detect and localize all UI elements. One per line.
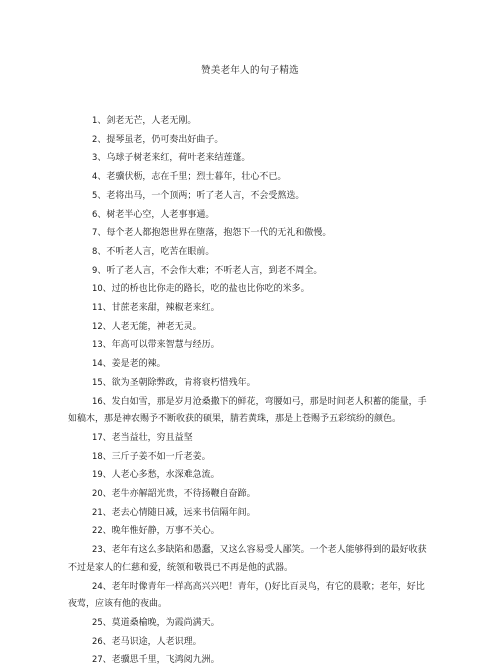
list-item — [92, 262, 452, 281]
item-number: 2 — [92, 133, 98, 144]
item-text: 、老去心情随日减，远来书信隔年间。 — [102, 507, 256, 518]
list-item — [92, 448, 452, 467]
item-text: 、每个老人都抱怨世界在堕落，抱怨下一代的无礼和傲慢。 — [97, 228, 332, 239]
item-text: 、人老心多愁，水深难急流。 — [102, 470, 220, 481]
item-text: 、三斤子姜不如一斤老姜。 — [102, 451, 211, 462]
item-text: 、树老半心空，人老事事通。 — [97, 209, 215, 220]
document-title: 赞美老年人的句子精选 — [200, 65, 299, 76]
item-number: 12 — [92, 320, 103, 331]
item-text: 、提琴虽老，仍可奏出好曲子。 — [97, 134, 224, 145]
list-item — [92, 485, 452, 504]
item-number: 17 — [92, 431, 103, 442]
item-number: 7 — [92, 227, 98, 238]
item-text-continuation: 不过是家人的仁慈和爱，统领和敬畏已不再是他的武器。 — [68, 562, 294, 573]
item-text: 、甘蔗老来甜，辣椒老来红。 — [102, 303, 220, 314]
item-text: 、晚年惟好静，万事不关心。 — [102, 526, 220, 537]
item-text: 、人老无能，神老无灵。 — [102, 321, 202, 332]
item-number: 4 — [92, 171, 98, 182]
list-item — [92, 149, 452, 168]
list-item — [68, 578, 452, 614]
list-item — [92, 374, 452, 393]
list-item — [92, 651, 452, 670]
list-item — [92, 280, 452, 299]
list-item — [92, 633, 452, 652]
item-number: 13 — [92, 339, 103, 350]
item-number: 27 — [92, 654, 103, 665]
list-item — [92, 429, 452, 448]
item-text: 、过的桥也比你走的路长，吃的盐也比你吃的米多。 — [102, 284, 310, 295]
list-item — [92, 206, 452, 225]
list-item — [92, 168, 452, 187]
list-item — [92, 355, 452, 374]
item-number: 8 — [92, 245, 98, 256]
list-item — [92, 466, 452, 485]
item-text: 、老牛亦解韶光贵，不待扬鞭自奋蹄。 — [102, 489, 256, 500]
list-item — [92, 614, 452, 633]
item-text: 、老马识途，人老识理。 — [102, 636, 202, 647]
item-text: 、莫道桑榆晚，为霞尚满天。 — [102, 617, 220, 628]
item-number: 9 — [92, 264, 98, 275]
list-item — [92, 187, 452, 206]
list-item — [92, 243, 452, 262]
item-number: 20 — [92, 488, 103, 499]
list-item — [92, 224, 452, 243]
list-item — [92, 522, 452, 541]
item-number: 21 — [92, 506, 103, 517]
quote-list — [68, 112, 452, 670]
item-number: 5 — [92, 189, 98, 200]
item-text: 、发白如雪，那是岁月沧桑撒下的鲜花，弯腰如弓，那是时间老人积蓄的能量，手 — [102, 396, 427, 407]
item-text-continuation: 如稿木，那是神农赐予不断收获的硕果，腈若黄珠，那是上苍赐予五彩缤纷的颜色。 — [68, 414, 402, 425]
item-number: 22 — [92, 525, 103, 536]
item-number: 25 — [92, 616, 103, 627]
item-text: 、不听老人言，吃苦在眼前。 — [97, 246, 215, 257]
item-number: 11 — [92, 302, 103, 313]
item-text: 、姜是老的辣。 — [102, 359, 166, 370]
list-item — [92, 318, 452, 337]
list-item — [92, 112, 452, 131]
item-text: 、老骥伏枥，志在千里；烈士暮年，壮心不已。 — [97, 172, 287, 183]
item-number: 3 — [92, 152, 98, 163]
item-text: 、老年时像青年一样高高兴兴吧！青年，()好比百灵鸟，有它的晨歌；老年，好比 — [102, 581, 425, 592]
item-text: 、老年有这么多缺陷和愚蠢，又这么容易受人鄙笑。一个老人能够得到的最好收获 — [102, 545, 427, 556]
list-item — [68, 393, 452, 429]
item-text: 、乌球子树老来红，荷叶老来结莲蓬。 — [97, 153, 251, 164]
list-item — [92, 504, 452, 523]
item-number: 26 — [92, 635, 103, 646]
item-number: 23 — [92, 544, 103, 555]
item-number: 15 — [92, 376, 103, 387]
item-number: 10 — [92, 283, 103, 294]
item-number: 14 — [92, 358, 103, 369]
item-number: 24 — [92, 580, 103, 591]
list-item — [68, 541, 452, 577]
item-text: 、老将出马，一个顶两；听了老人言，不会受熬迭。 — [97, 190, 305, 201]
item-number: 16 — [92, 395, 103, 406]
item-number: 1 — [92, 115, 98, 125]
item-text-continuation: 夜莺，应该有他的夜曲。 — [68, 599, 168, 610]
list-item — [92, 336, 452, 355]
item-number: 19 — [92, 469, 103, 480]
item-text: 、欲为圣朝除弊政，肯将衰朽惜残年。 — [102, 377, 256, 388]
item-text: 、老当益壮，穷且益坚 — [102, 432, 193, 443]
item-number: 18 — [92, 450, 103, 461]
item-number: 6 — [92, 208, 98, 219]
item-text: 、听了老人言，不会作大难；不听老人言，到老不周全。 — [97, 265, 323, 276]
item-text: 、剑老无芒，人老无刚。 — [97, 116, 197, 126]
list-item — [92, 131, 452, 150]
item-text: 、年高可以带来智慧与经历。 — [102, 340, 220, 351]
list-item — [92, 299, 452, 318]
item-text: 、老骥思千里，飞鸿阅九洲。 — [102, 655, 220, 666]
